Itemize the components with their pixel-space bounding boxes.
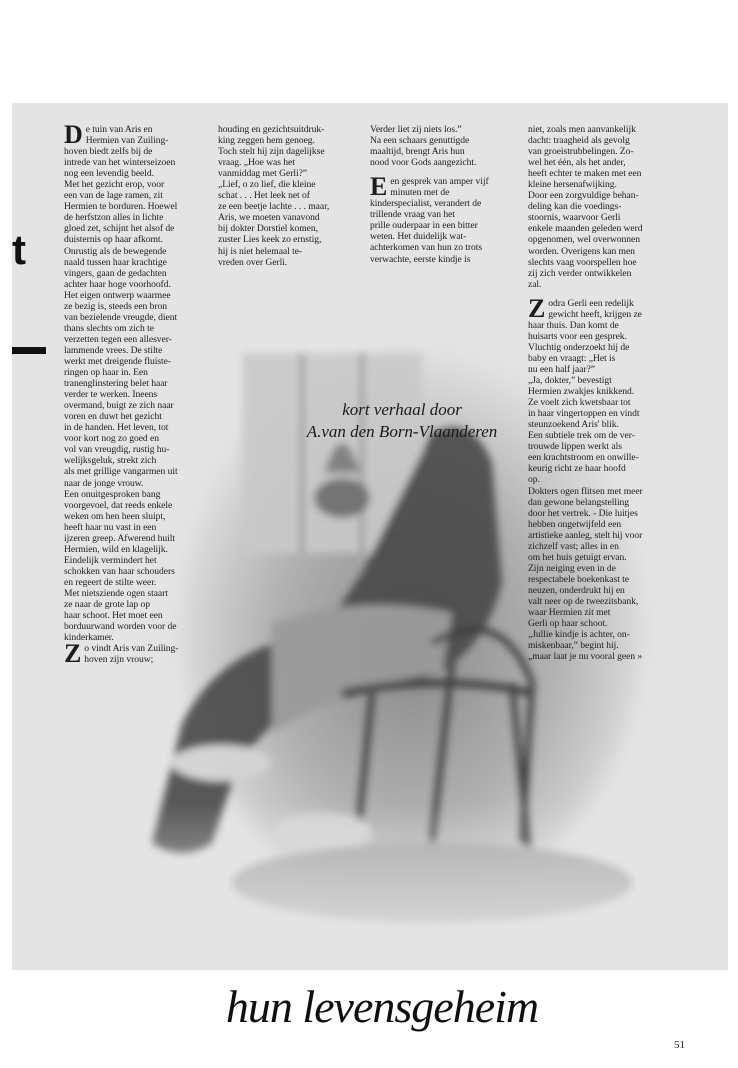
paragraph: o vindt Aris van Zuiling- hoven zijn vrouw; [84, 643, 179, 666]
byline-line-1: kort verhaal door [342, 400, 462, 419]
previous-page-title-fragment: t [12, 226, 26, 273]
paragraph: odra Gerli een redelijk gewicht heeft, krijgen ze haar thuis. Dan komt de huisarts voor een gesprek. Vluchtig onderzoekt hij de baby en vraagt: „Het is nu een half jaar?” „Ja, dokter,” bevestigt Hermien zwakjes knikkend. Ze voelt zich kwetsbaar tot in haar vingertoppen en vindt steunzoekend Aris' blik. Een subtiele trek om de ver- trouwde lippen werkt als een krachtstroom en onwille- keurig richt ze haar hoofd op. Dokters ogen flitsen met meer dan gewone belangstelling door het vertrek. - Die luitjes hebben ongetwijfeld een artistieke aanleg, stelt hij voor zichzelf vast; alles in en om het huis getuigt ervan. Zijn neiging even in de respectabele boekenkast te neuzen, onderdrukt hij en valt neer op de tweezitsbank, waar Hermien zit met Gerli op haar schoot. „Jullie kindje is achter, on- miskenbaar,” begint hij. „maar laat je nu vooral geen » [528, 297, 643, 663]
byline [252, 399, 552, 443]
drop-cap: D [64, 120, 83, 149]
paragraph: e tuin van Aris en Hermien van Zuiling- hoven biedt zelfs bij de intrede van het winterseizoen nog een levendig beeld. Met het gezicht erop, voor een van de lage ramen, zit Hermien te borduren. Hoewel de herfstzon alles in lichte gloed zet, schijnt het alsof de duisternis op haar afkomt. Onrustig als de bewegende naald tussen haar krachtige vingers, gaan de gedachten achter haar hoge voorhoofd. Het eigen ontwerp waarmee ze bezig is, steeds een bron van bezielende vreugde, dient thans slechts om zich te verzetten tegen een allesver- lammende vrees. De stilte werkt met dreigende fluiste- ringen op haar in. Een tranenglinstering belet haar verder te werken. Ineens overmand, buigt ze zich naar voren en duwt het gezicht in de handen. Het leven, tot voor kort nog zo goed en vol van vreugdig, rustig hu- welijksgeluk, strekt zich als met grillige vangarmen uit naar de jonge vrouw. Een onuitgesproken bang voorgevoel, dat reeds enkele weken om hen heen sluipt, heeft haar nu vast in een ijzeren greep. Afwerend huilt Hermien, wild en klagelijk. Eindelijk vermindert het schokken van haar schouders en regeert de stilte weer. Met nietsziende ogen staart ze naar de grote lap op haar schoot. Het moet een borduurwand worden voor de kinderkamer. [64, 124, 178, 644]
magazine-page [12, 103, 728, 1051]
paragraph: houding en gezichtsuitdruk- king zeggen hem genoeg. Toch stelt hij zijn dagelijkse vraag. „Hoe was het vanmiddag met Gerli?” „Lief, o zo lief, die kleine schat . . . Het leek net of ze een beetje lachte . . . maar, Aris, we moeten vanavond bij dokter Dorstiel komen, zuster Lies keek zo ernstig, hij is niet helemaal te- vreden over Gerli. [218, 124, 330, 268]
paragraph: niet, zoals men aanvankelijk dacht: traagheid als gevolg van groeistrubbelingen. Zo- wel het één, als het ander, heeft echter te maken met een kleine hersenafwijking. Door een zorgvuldige behan- deling kan die voedings- stoornis, waarvoor Gerli enkele maanden geleden werd opgenomen, wel overwonnen worden. Overigens kan men slechts vaag voorspellen hoe zij zich verder ontwikkelen zal. [528, 124, 643, 290]
text-column-1 [64, 120, 210, 669]
decorative-rule [12, 347, 46, 354]
text-column-3 [370, 124, 518, 265]
story-title: hun levensgeheim [225, 981, 539, 1032]
text-column-4 [528, 124, 680, 662]
page-number: 51 [674, 1039, 685, 1051]
author-name: A.van den Born-Vlaanderen [306, 422, 498, 441]
drop-cap: Z [528, 293, 546, 323]
text-column-2 [218, 124, 366, 268]
paragraph: Verder liet zij niets los.” Na een schaars genuttigde maaltijd, brengt Aris hun nood voor Gods aangezicht. [370, 124, 477, 169]
drop-cap: E [370, 172, 388, 202]
drop-cap: Z [64, 639, 82, 669]
paragraph: en gesprek van amper vijf minuten met de kinderspecialist, verandert de trillende vraag van het prille ouderpaar in een bitter weten. Het duidelijk wat- achterkomen van hun zo trots verwachte, eerste kindje is [370, 176, 489, 265]
